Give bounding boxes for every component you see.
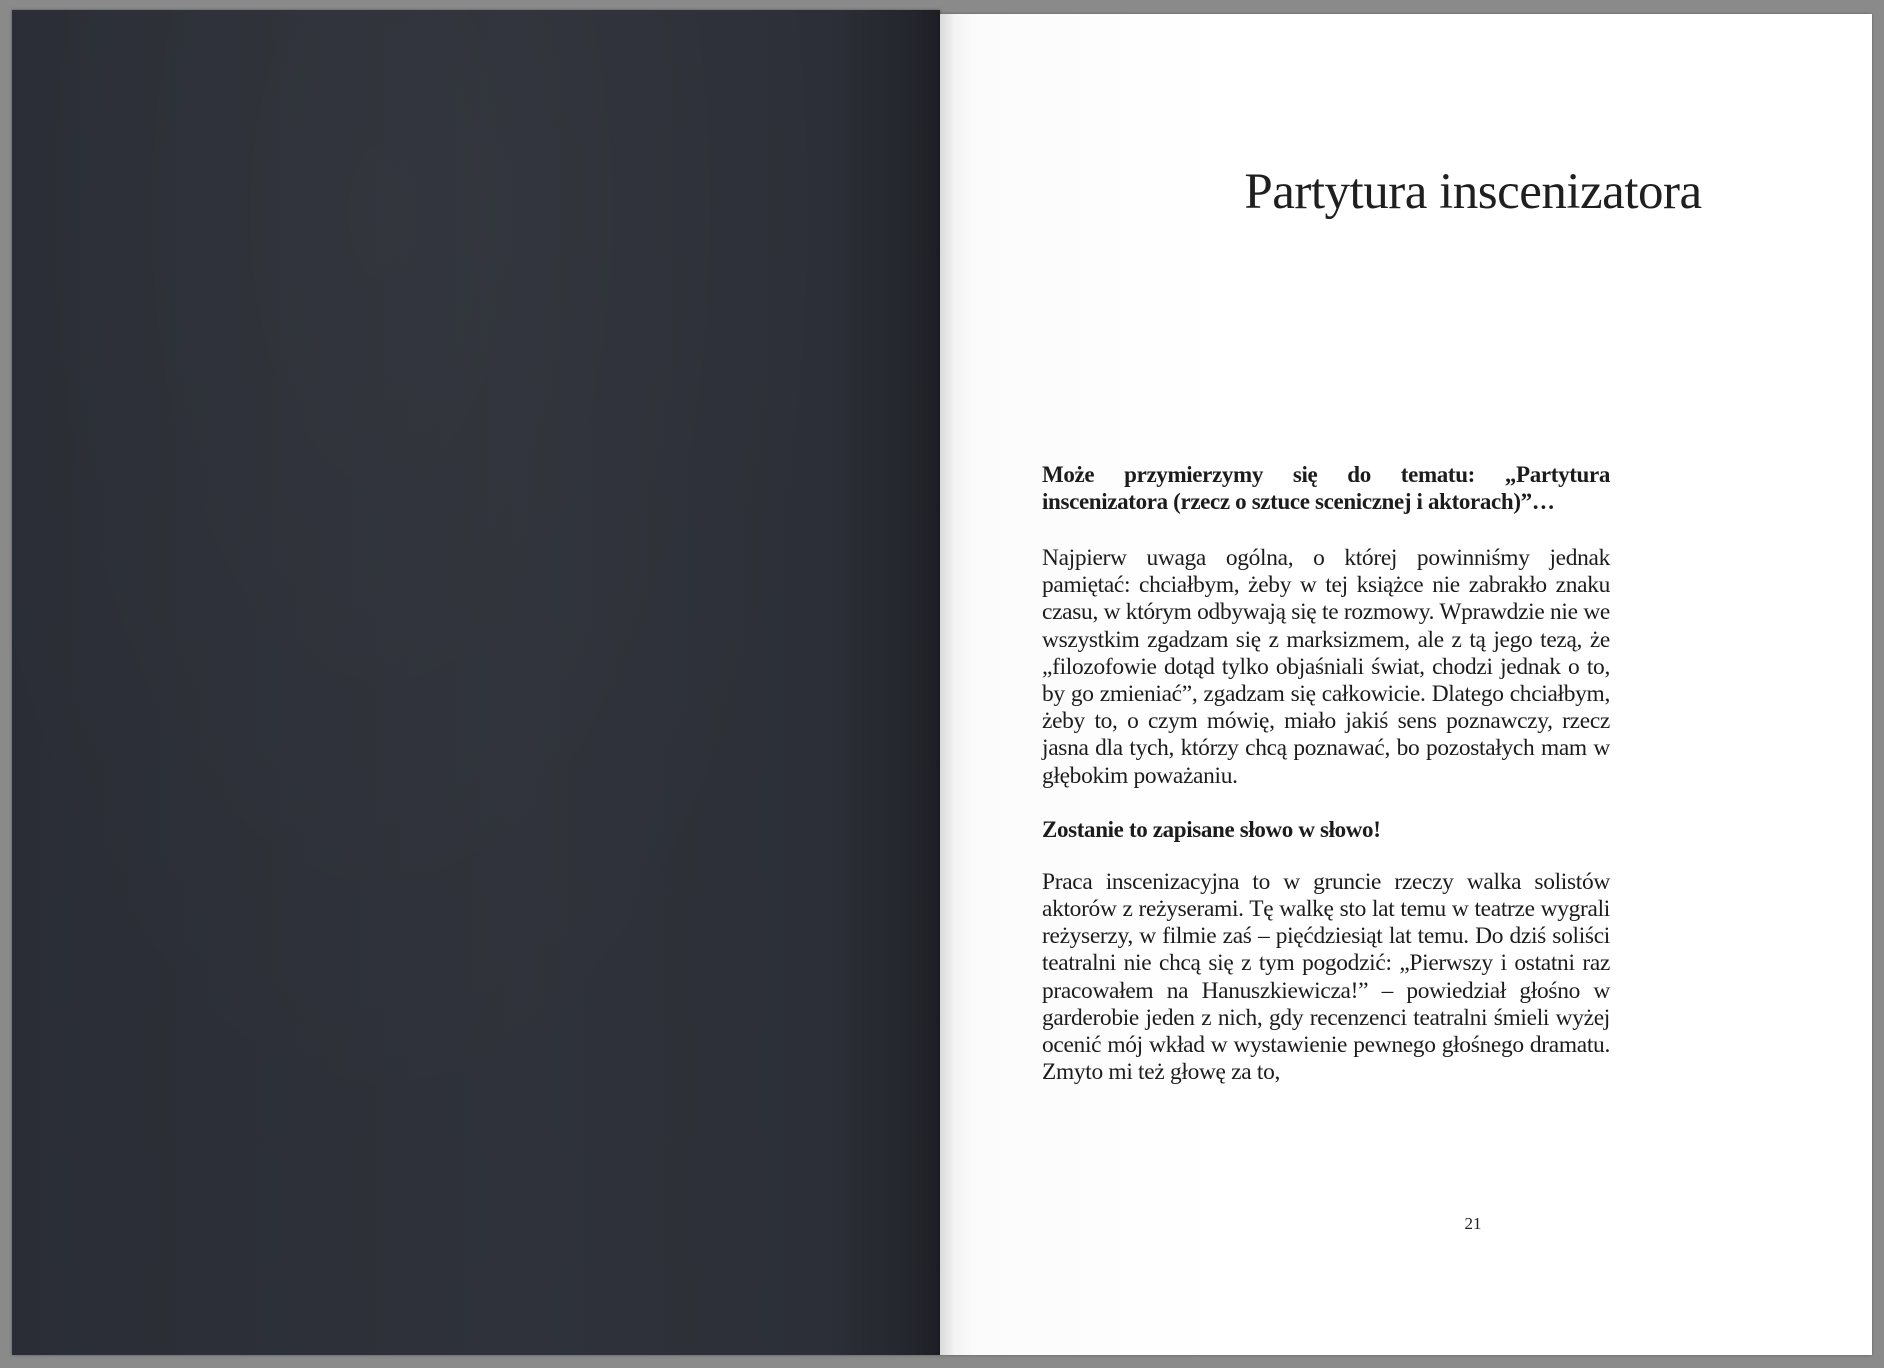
interview-question: Może przymierzymy się do tematu: „Partytura inscenizatora (rzecz o sztuce scenicznej i aktorach)”… xyxy=(1042,462,1610,514)
interview-text xyxy=(1042,461,1610,1086)
right-page xyxy=(940,14,1872,1355)
interview-answer: Najpierw uwaga ogólna, o której powinniśmy jednak pamiętać: chciałbym, żeby w tej książce nie zabrakło znaku czasu, w którym odbywają się te rozmowy. Wprawdzie nie we wszystkim zgadzam się z marksizmem, ale z tą jego tezą, że „filozofowie dotąd tylko objaśniali świat, chodzi jednak o to, by go zmieniać”, zgadzam się całkowicie. Dlatego chciałbym, żeby to, o czym mówię, miało jakiś sens poznawczy, rzecz jasna dla tych, którzy chcą poznawać, bo pozostałych mam w głębokim poważaniu. xyxy=(1042,545,1610,789)
page-number: 21 xyxy=(1464,1214,1482,1233)
interview-question: Zostanie to zapisane słowo w słowo! xyxy=(1042,816,1381,842)
spacer xyxy=(1042,843,1610,869)
left-page-blank xyxy=(12,10,940,1355)
spacer xyxy=(1042,515,1610,545)
chapter-title: Partytura inscenizatora xyxy=(1244,164,1702,220)
interview-answer: Praca inscenizacyjna to w gruncie rzeczy walka solistów aktorów z reżyserami. Tę walkę sto lat temu w teatrze wygrali reżyserzy, w filmie zaś – pięćdziesiąt lat temu. Do dziś soliści teatralni nie chcą się z tym pogodzić: „Pierwszy i ostatni raz pracowałem na Hanuszkiewicza!” – powiedział głośno w garderobie jeden z nich, gdy recenzenci teatralni śmieli wyżej ocenić mój wkład w wystawienie pewnego głośnego dramatu. Zmyto mi też głowę za to, xyxy=(1042,868,1610,1086)
spacer xyxy=(1042,790,1610,816)
